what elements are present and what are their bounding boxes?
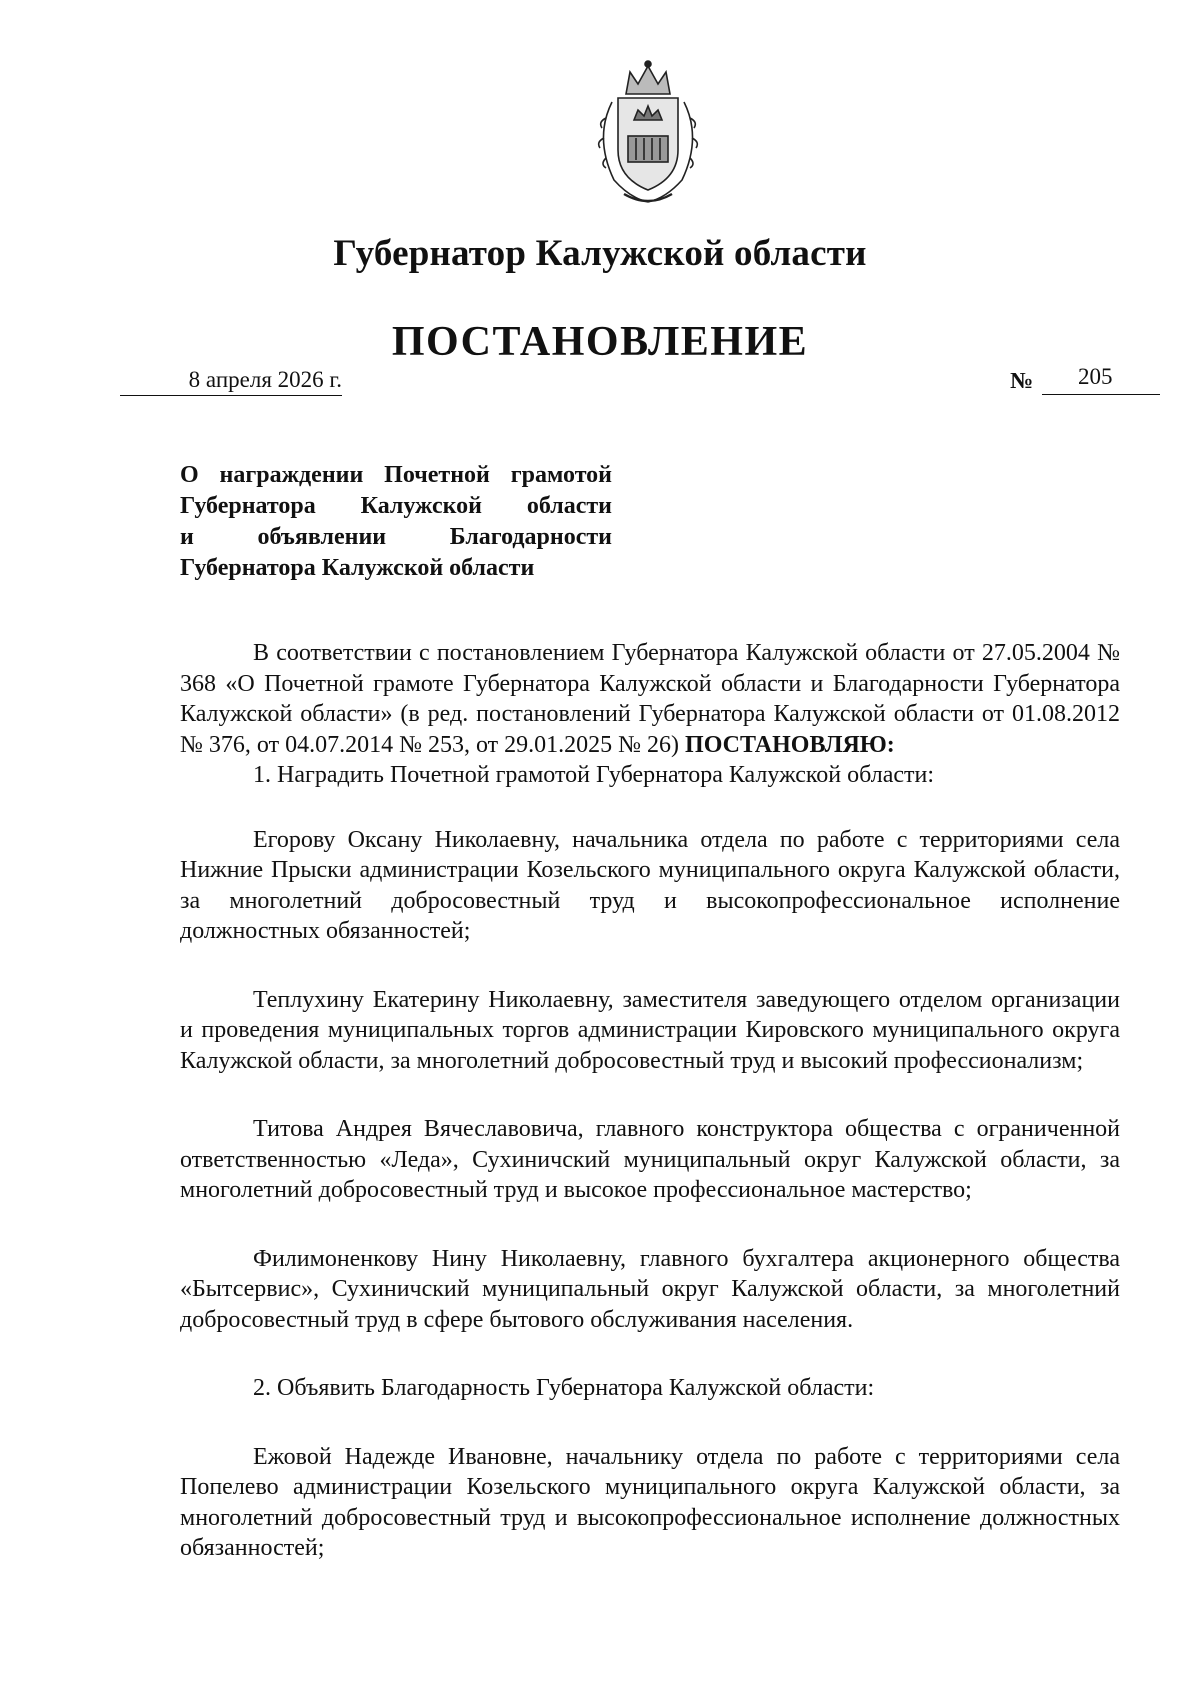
awardee-paragraph: Филимоненкову Нину Николаевну, главного бухгалтера акционерного общества «Бытсервис», Сухиничский муниципальный округ Калужской области, за многолетний добросовестный труд в сфере бытового обслуживания населения. [180,1245,1120,1333]
title-line: Губернатора Калужской области [180,555,535,581]
title-line: и объявлении Благодарности [180,524,612,550]
preamble-keyword: ПОСТАНОВЛЯЮ: [685,731,895,758]
coat-of-arms-emblem [584,58,712,208]
awardee-paragraph: Титова Андрея Вячеславовича, главного конструктора общества с ограниченной ответственностью «Леда», Сухиничский муниципальный округ Калужской области, за многолетний добросовестный труд и высокое профессиональное мастерство; [180,1116,1120,1203]
document-title [180,460,612,584]
document-number-label: № [1010,368,1034,393]
thanked-paragraph: Ежовой Надежде Ивановне, начальнику отдела по работе с территориями села Попелево администрации Козельского муниципального округа Калужской области, за многолетний добросовестный труд и высокопрофессиональное исполнение должностных обязанностей; [180,1443,1120,1561]
document-type-heading: ПОСТАНОВЛЕНИЕ [391,319,809,365]
item2-heading: 2. Объявить Благодарность Губернатора Калужской области: [253,1375,875,1401]
preamble-paragraph [180,638,1120,760]
awardee-paragraph: Теплухину Екатерину Николаевну, заместителя заведующего отделом организации и проведения муниципальных торгов администрации Кировского муниципального округа Калужской области, за многолетний добросовестный труд и высокий профессионализм; [180,986,1120,1074]
title-line: Губернатора Калужской области [180,493,612,519]
preamble-text: В соответствии с постановлением Губернатора Калужской области от 27.05.2004 № 368 «О Почетной грамоте Губернатора Калужской области и Благодарности Губернатора Калужской области» (в ред. постановлений Губернатора Калужской области от 01.08.2012 № 376, от 04.07.2014 № 253, от 29.01.2025 № 26) [180,640,1120,758]
item1-heading: 1. Наградить Почетной грамотой Губернатора Калужской области: [253,762,935,788]
awardee-paragraph: Егорову Оксану Николаевну, начальника отдела по работе с территориями села Нижние Прыски администрации Козельского муниципального округа Калужской области, за многолетний добросовестный труд и высокопрофессиональное исполнение должностных обязанностей; [180,826,1120,944]
document-number: 205 [1042,364,1160,395]
title-line: О награждении Почетной грамотой [180,462,612,488]
issuing-authority: Губернатор Калужской области [333,233,867,274]
document-body [180,638,1120,1564]
document-date: 8 апреля 2026 г. [120,367,342,396]
